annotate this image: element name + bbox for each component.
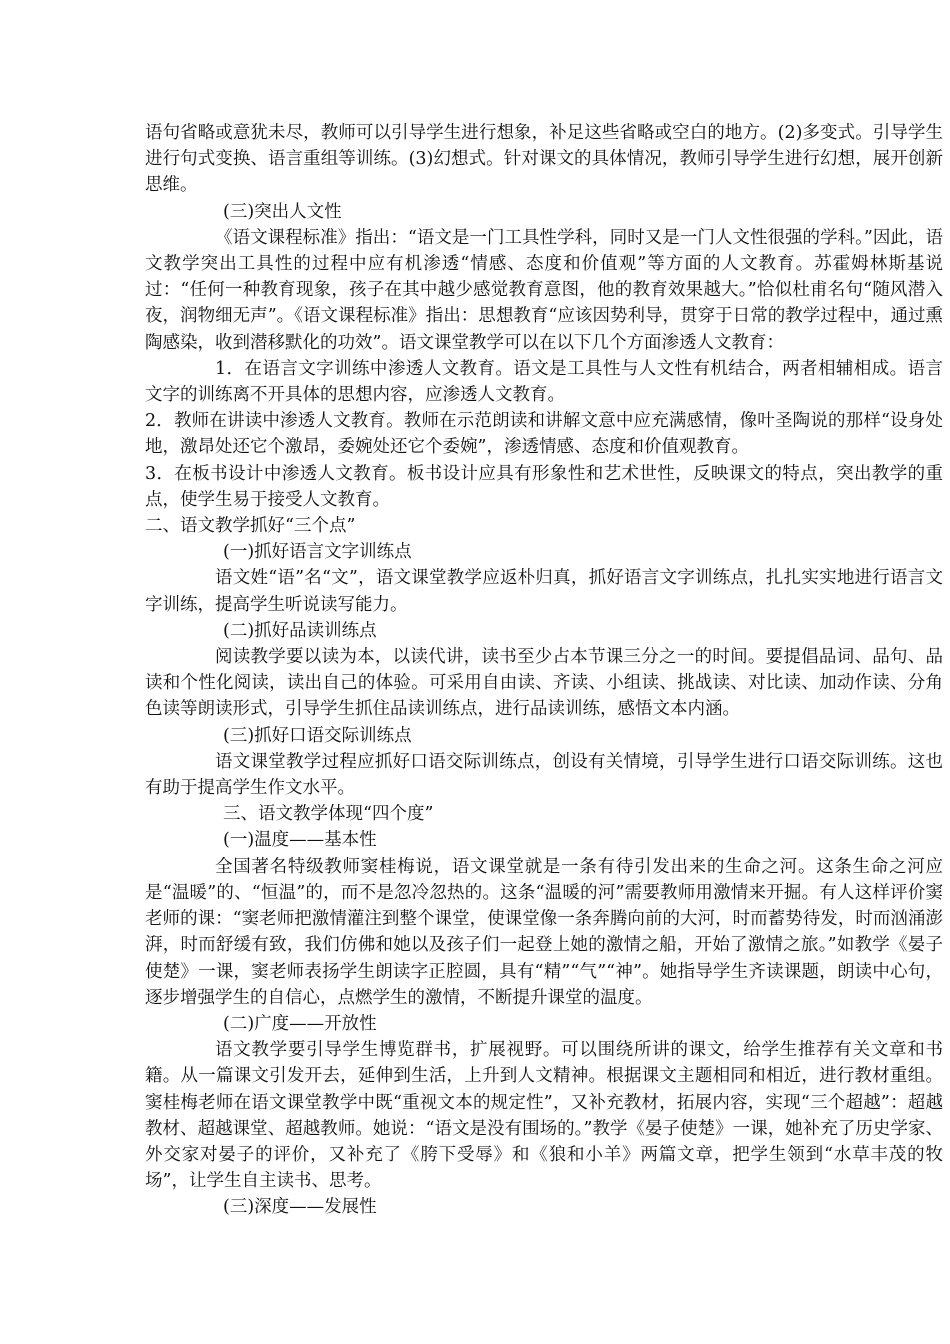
section-heading: (三)抓好口语交际训练点: [223, 725, 412, 746]
chapter-heading: 二、语文教学抓好“三个点”: [145, 516, 356, 537]
paragraph: 阅读教学要以读为本，以读代讲，读书至少占本节课三分之一的时间。要提倡品词、品句、品读和个性化阅读，读出自己的体验。可采用自由读、齐读、小组读、挑战读、对比读、加动作读、分角色读等朗读形式，引导学生抓住品读训练点，进行品读训练，感悟文本内涵。: [145, 647, 943, 720]
list-item: 1．在语言文字训练中渗透人文教育。语文是工具性与人文性有机结合，两者相辅相成。语言文字的训练离不开具体的思想内容，应渗透人文教育。: [145, 358, 943, 406]
list-item: 2．教师在讲读中渗透人文教育。教师在示范朗读和讲解文意中应充满感情，像叶圣陶说的那样“设身处地，激昂处还它个激昂，委婉处还它个委婉”，渗透情感、态度和价值观教育。: [145, 411, 943, 458]
paragraph: 《语文课程标准》指出：“语文是一门工具性学科，同时又是一门人文性很强的学科。”因此，语文教学突出工具性的过程中应有机渗透“情感、态度和价值观”等方面的人文教育。苏霍姆林斯基说过：“任何一种教育现象，孩子在其中越少感觉教育意图，他的教育效果越大。”恰似杜甫名句“随风潜入夜，润物细无声”。《语文课程标准》指出：思想教育“应该因势利导，贯穿于日常的教学过程中，通过熏陶感染，收到潜移默化的功效”。语文课堂教学可以在以下几个方面渗透人文教育：: [145, 227, 943, 353]
section-heading: (三)深度——发展性: [223, 1197, 377, 1218]
paragraph: 语句省略或意犹未尽，教师可以引导学生进行想象，补足这些省略或空白的地方。(2)多变式。引导学生进行句式变换、语言重组等训练。(3)幻想式。针对课文的具体情况，教师引导学生进行幻想，展开创新思维。: [145, 123, 943, 196]
paragraph: 语文姓“语”名“文”，语文课堂教学应返朴归真，抓好语言文字训练点，扎扎实实地进行语言文字训练，提高学生听说读写能力。: [145, 568, 943, 615]
chapter-heading: 三、语文教学体现“四个度”: [223, 804, 434, 825]
list-item: 3．在板书设计中渗透人文教育。板书设计应具有形象性和艺术世性，反映课文的特点，突出教学的重点，使学生易于接受人文教育。: [145, 463, 943, 510]
paragraph: 全国著名特级教师窦桂梅说，语文课堂就是一条有待引发出来的生命之河。这条生命之河应是“温暖”的、“恒温”的，而不是忽冷忽热的。这条“温暖的河”需要教师用激情来开掘。有人这样评价窦老师的课：“窦老师把激情灌注到整个课堂，使课堂像一条奔腾向前的大河，时而蓄势待发，时而汹涌澎湃，时而舒缓有致，我们仿佛和她以及孩子们一起登上她的激情之船，开始了激情之旅。”如教学《晏子使楚》一课，窦老师表扬学生朗读字正腔圆，具有“精”“气”“神”。她指导学生齐读课题，朗读中心句，逐步增强学生的自信心，点燃学生的激情，不断提升课堂的温度。: [145, 856, 943, 1008]
section-heading: (二)广度——开放性: [223, 1013, 377, 1034]
document-body: [145, 120, 943, 1221]
paragraph: 语文课堂教学过程应抓好口语交际训练点，创设有关情境，引导学生进行口语交际训练。这也有助于提高学生作文水平。: [145, 751, 943, 799]
section-heading: (二)抓好品读训练点: [223, 620, 377, 641]
section-heading: (三)突出人文性: [223, 201, 342, 222]
paragraph: 语文教学要引导学生博览群书，扩展视野。可以围绕所讲的课文，给学生推荐有关文章和书籍。从一篇课文引发开去，延伸到生活，上升到人文精神。根据课文主题相同和相近，进行教材重组。窦桂梅老师在语文课堂教学中既“重视文本的规定性”，又补充教材，拓展内容，实现“三个超越”：超越教材、超越课堂、超越教师。她说：“语文是没有围场的。”教学《晏子使楚》一课，她补充了历史学家、外交家对晏子的评价，又补充了《胯下受辱》和《狼和小羊》两篇文章，把学生领到“水草丰茂的牧场”，让学生自主读书、思考。: [145, 1040, 943, 1192]
section-heading: (一)温度——基本性: [223, 830, 377, 851]
section-heading: (一)抓好语言文字训练点: [223, 542, 412, 563]
